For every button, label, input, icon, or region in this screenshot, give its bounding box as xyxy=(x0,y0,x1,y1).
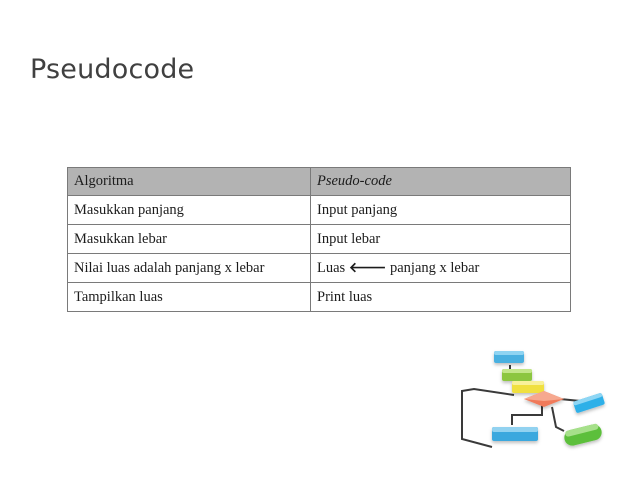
header-pseudo-code: Pseudo-code xyxy=(311,168,571,196)
cell-pseudo-code: Input panjang xyxy=(311,196,571,225)
table-header-row xyxy=(68,168,571,196)
flow-block-yellow xyxy=(512,381,544,393)
slide-title: Pseudocode xyxy=(30,54,195,85)
table-row xyxy=(68,254,571,283)
flow-decision-diamond xyxy=(524,391,564,407)
flow-block-green xyxy=(502,369,532,381)
table-row xyxy=(68,196,571,225)
flow-block-blue-top xyxy=(494,351,524,363)
cell-pseudo-code: Input lebar xyxy=(311,225,571,254)
flow-terminator-green xyxy=(563,423,604,448)
flow-block-blue-right xyxy=(573,393,605,414)
cell-algoritma: Masukkan lebar xyxy=(68,225,311,254)
pseudo-part-expression: panjang x lebar xyxy=(389,260,480,276)
cell-algoritma: Masukkan panjang xyxy=(68,196,311,225)
algorithm-pseudocode-table xyxy=(67,167,571,312)
cell-pseudo-code xyxy=(311,254,571,283)
cell-algoritma: Tampilkan luas xyxy=(68,283,311,312)
header-algoritma: Algoritma xyxy=(68,168,311,196)
flowchart-illustration xyxy=(452,343,612,465)
left-arrow-icon: 🡐 xyxy=(348,260,387,276)
pseudo-part-luas: Luas xyxy=(317,260,346,276)
table-row xyxy=(68,283,571,312)
table-row xyxy=(68,225,571,254)
cell-algoritma: Nilai luas adalah panjang x lebar xyxy=(68,254,311,283)
cell-pseudo-code: Print luas xyxy=(311,283,571,312)
flow-block-blue-bottom xyxy=(492,427,538,441)
